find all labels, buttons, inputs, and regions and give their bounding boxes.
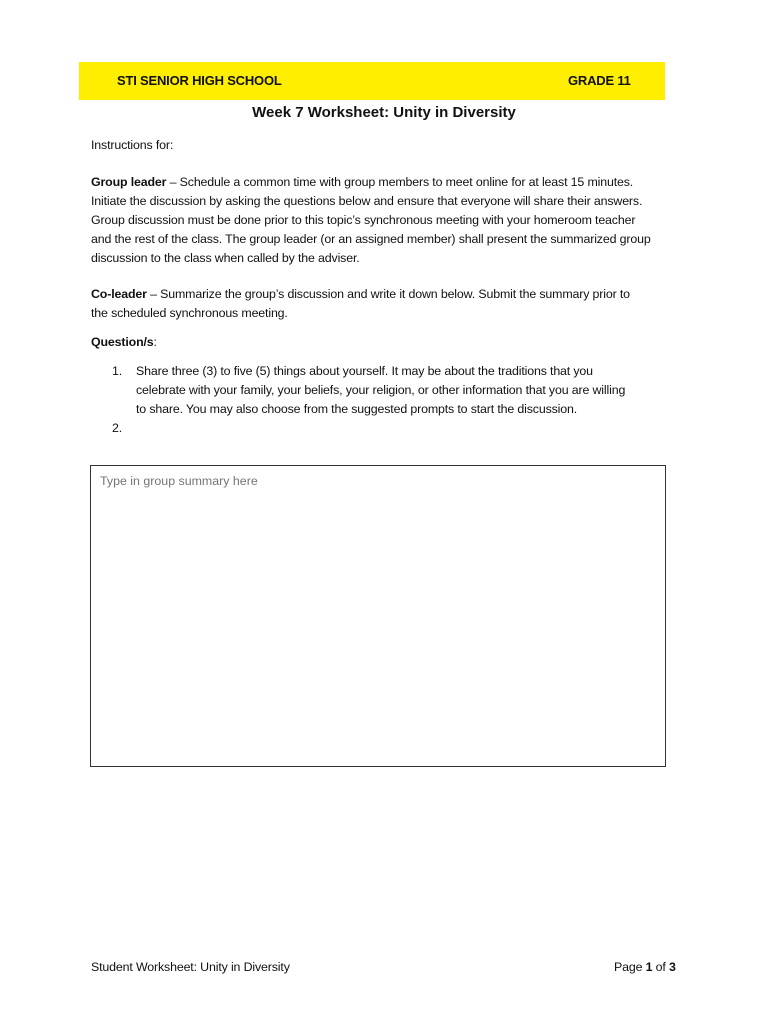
group-leader-line: and the rest of the class. The group leader (or an assigned member) shall present the summarized group (91, 232, 651, 246)
co-leader-term: Co-leader (91, 287, 147, 301)
question-line: celebrate with your family, your beliefs, your religion, or other information that you are willing (136, 383, 626, 397)
question-line: to share. You may also choose from the suggested prompts to start the discussion. (136, 402, 578, 416)
group-leader-line (91, 173, 681, 192)
co-leader-text: – Summarize the group’s discussion and write it down below. Submit the summary prior to (146, 287, 630, 301)
questions-label (91, 333, 681, 352)
instructions-label: Instructions for: (91, 138, 174, 152)
co-leader-paragraph (91, 285, 681, 323)
question-line: Share three (3) to five (5) things about yourself. It may be about the traditions that you (136, 364, 593, 378)
group-leader-line: discussion to the class when called by the adviser. (91, 251, 360, 265)
question-number: 2. (112, 421, 123, 435)
school-name: STI SENIOR HIGH SCHOOL (117, 73, 282, 88)
footer-title: Student Worksheet: Unity in Diversity (91, 960, 290, 974)
question-line (136, 419, 672, 438)
co-leader-line: the scheduled synchronous meeting. (91, 306, 288, 320)
question-list (112, 362, 672, 438)
page-title: Week 7 Worksheet: Unity in Diversity (252, 104, 516, 121)
co-leader-line (91, 285, 681, 304)
group-leader-term: Group leader (91, 175, 167, 189)
group-leader-paragraph (91, 173, 681, 268)
group-leader-line: Initiate the discussion by asking the questions below and ensure that everyone will share their answers. (91, 194, 643, 208)
grade-level: GRADE 11 (568, 73, 631, 88)
page-number (614, 960, 676, 974)
group-summary-input[interactable] (100, 472, 650, 752)
question-item (112, 419, 672, 438)
question-item (112, 362, 672, 419)
questions-label-text: Question/s (91, 335, 154, 349)
group-leader-line: Group discussion must be done prior to this topic’s synchronous meeting with your homeroom teacher (91, 213, 636, 227)
header-band (79, 62, 665, 100)
question-number: 1. (112, 364, 123, 378)
page-prefix: Page (614, 960, 646, 974)
page-current: 1 (645, 960, 653, 974)
group-summary-box (90, 465, 666, 767)
page-of: of (652, 960, 670, 974)
questions-label-colon: : (153, 335, 157, 349)
page-total: 3 (669, 960, 676, 974)
group-leader-text: – Schedule a common time with group members to meet online for at least 15 minutes. (166, 175, 634, 189)
